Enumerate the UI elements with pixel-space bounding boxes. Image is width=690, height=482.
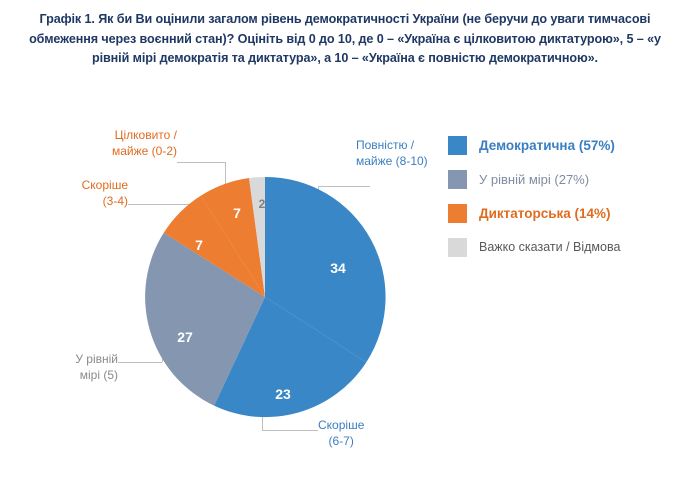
pie-chart [140,172,390,422]
chart-title: Графік 1. Як би Ви оцінили загалом рівень демократичності України (не беручи до уваги тимчасові обмеження через воєнний стан)? Оцініть від 0 до 10, де 0 – «Україна є цілковитою диктатурою», 5 – «у рівній мірі демократія та диктатура», а 10 – «Україна є повністю демократичною». [29,12,661,66]
legend-item-dictatorial[interactable] [448,196,680,230]
pie-svg [140,172,390,422]
callout-rather-low [40,178,128,209]
callout-full-almost-line1: Повністю / [356,138,415,152]
legend-swatch-equal [448,170,467,189]
callout-equal-line1: У рівній [75,352,118,366]
callout-equal-line2: мірі (5) [79,367,118,382]
leader-line-complete [177,162,225,163]
callout-full-almost-line2: майже (8-10) [356,153,428,168]
legend-label-equal: У рівній мірі (27%) [479,171,590,187]
legend-label-democratic: Демократична (57%) [479,137,615,153]
legend-swatch-dictatorial [448,204,467,223]
callout-complete-line2: майже (0-2) [112,143,177,158]
callout-rather-high-line2: (6-7) [328,433,354,448]
callout-complete [73,128,177,159]
legend-item-democratic[interactable] [448,128,680,162]
callout-full-almost [356,138,428,169]
legend-item-equal[interactable] [448,162,680,196]
legend-swatch-hard-to-say [448,238,467,257]
pie-value-rather-low: 7 [195,237,203,253]
callout-rather-high-line1: Скоріше [318,418,365,432]
pie-value-full-almost: 34 [330,260,346,276]
legend-label-hard-to-say: Важко сказати / Відмова [479,240,621,254]
callout-rather-low-line1: Скоріше [81,178,128,192]
callout-complete-line1: Цілковито / [114,128,177,142]
callout-rather-high [318,418,364,449]
legend-swatch-democratic [448,136,467,155]
legend-label-dictatorial: Диктаторська (14%) [479,205,611,221]
leader-line-rather-high-h [262,430,318,431]
callout-rather-low-line2: (3-4) [102,193,128,208]
pie-value-hard-to-say: 2 [258,197,266,211]
pie-value-complete: 7 [233,205,241,221]
legend [448,128,680,264]
legend-item-hard-to-say[interactable] [448,230,680,264]
pie-value-rather-high: 23 [275,386,291,402]
pie-value-equal: 27 [177,329,193,345]
callout-equal [34,352,118,383]
